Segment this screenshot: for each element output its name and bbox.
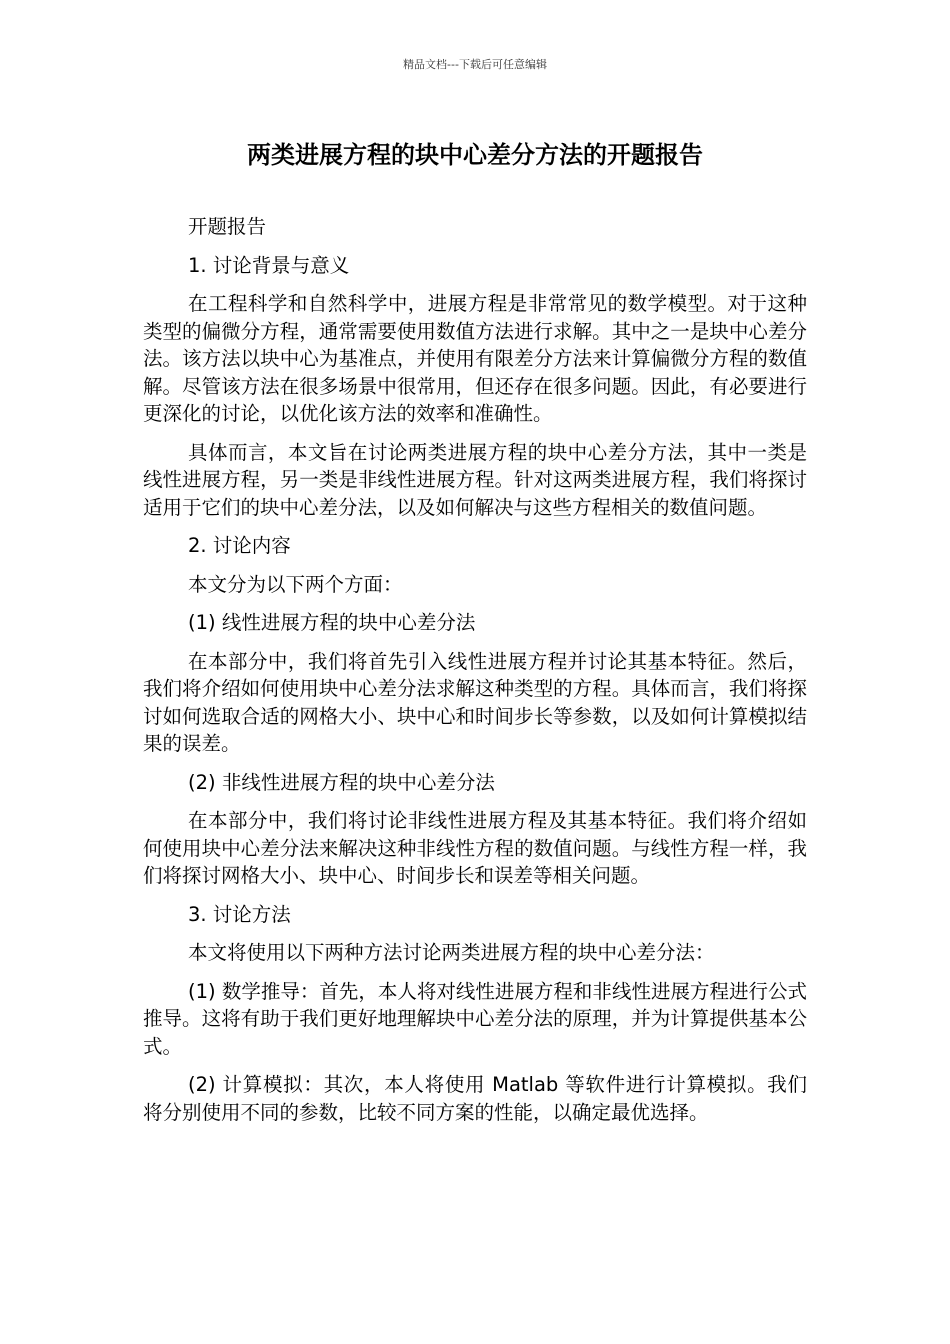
document-title: 两类进展方程的块中心差分方法的开题报告 [247, 141, 703, 169]
subheading-nonlinear: (2) 非线性进展方程的块中心差分法 [188, 770, 495, 794]
paragraph-nonlinear: 在本部分中，我们将讨论非线性进展方程及其基本特征。我们将介绍如何使用块中心差分法来解决这种非线性方程的数值问题。与线性方程一样，我们将探讨网格大小、块中心、时间步长和误差等相关问题。 [143, 809, 807, 887]
paragraph-scope: 具体而言，本文旨在讨论两类进展方程的块中心差分方法，其中一类是线性进展方程，另一类是非线性进展方程。针对这两类进展方程，我们将探讨适用于它们的块中心差分法，以及如何解决与这些方程相关的数值问题。 [143, 440, 807, 519]
paragraph-method-simulation: (2) 计算模拟：其次，本人将使用 Matlab 等软件进行计算模拟。我们将分别使用不同的参数，比较不同方案的性能，以确定最优选择。 [143, 1073, 807, 1124]
heading-background: 1. 讨论背景与意义 [188, 253, 350, 277]
paragraph-linear: 在本部分中，我们将首先引入线性进展方程并讨论其基本特征。然后，我们将介绍如何使用块中心差分法求解这种类型的方程。具体而言，我们将探讨如何选取合适的网格大小、块中心和时间步长等参数，以及如何计算模拟结果的误差。 [143, 649, 807, 755]
document-body [143, 213, 807, 1137]
paragraph-section-label: 开题报告 [188, 215, 267, 238]
paragraph-background: 在工程科学和自然科学中，进展方程是非常常见的数学模型。对于这种类型的偏微分方程，通常需要使用数值方法进行求解。其中之一是块中心差分法。该方法以块中心为基准点，并使用有限差分方法来计算偏微分方程的数值解。尽管该方法在很多场景中很常用，但还存在很多问题。因此，有必要进行更深化的讨论，以优化该方法的效率和准确性。 [143, 292, 807, 425]
paragraph-content-intro: 本文分为以下两个方面： [188, 572, 403, 596]
subheading-linear: (1) 线性进展方程的块中心差分法 [188, 611, 476, 634]
heading-methods: 3. 讨论方法 [188, 902, 291, 926]
page-header: 精品文档---下载后可任意编辑 [403, 58, 547, 71]
heading-content: 2. 讨论内容 [188, 534, 291, 557]
paragraph-methods-intro: 本文将使用以下两种方法讨论两类进展方程的块中心差分法： [188, 941, 715, 964]
paragraph-method-derivation: (1) 数学推导：首先，本人将对线性进展方程和非线性进展方程进行公式推导。这将有助于我们更好地理解块中心差分法的原理，并为计算提供基本公式。 [143, 979, 807, 1058]
